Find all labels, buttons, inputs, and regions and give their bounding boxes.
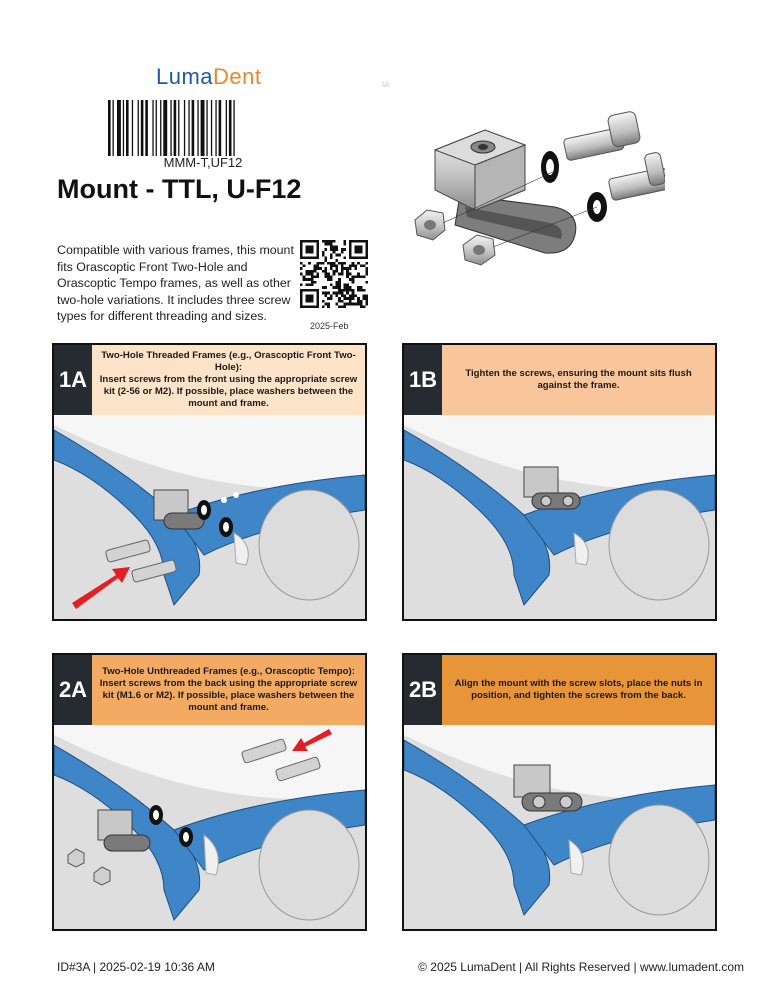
- step-id: 1B: [404, 345, 442, 415]
- step-text: Insert screws from the front using the appropriate screw kit (2-56 or M2). If possible, place washers between the mount and frame.: [99, 374, 358, 409]
- footer-copyright: © 2025 LumaDent | All Rights Reserved | www.lumadent.com: [418, 960, 744, 974]
- logo-dent: Dent: [213, 64, 262, 89]
- barcode: [108, 100, 298, 156]
- publish-date: 2025-Feb: [310, 321, 349, 331]
- footer-document-id: ID#3A | 2025-02-19 10:36 AM: [57, 960, 215, 974]
- step-1b-panel: [402, 343, 717, 621]
- step-instruction: [98, 659, 359, 721]
- mount-exploded-illustration: [405, 95, 665, 295]
- product-description: Compatible with various frames, this mount fits Orascoptic Front Two-Hole and Orascoptic Tempo frames, as well as other two-hole variations. It includes three screw types for different threading and sizes.: [57, 243, 294, 323]
- step-2a-illustration: [54, 725, 365, 931]
- step-title: Two-Hole Unthreaded Frames (e.g., Orascoptic Tempo):: [102, 666, 355, 677]
- step-2b-illustration: [404, 725, 715, 931]
- qr-code: [300, 240, 368, 308]
- lumadent-logo: [156, 64, 262, 90]
- step-text: Align the mount with the screw slots, place the nuts in position, and tighten the screws from the back.: [454, 678, 703, 701]
- step-1b-illustration: [404, 415, 715, 621]
- step-2b-panel: [402, 653, 717, 931]
- step-1a-illustration: [54, 415, 365, 621]
- faint-mark: 3A: [381, 82, 390, 89]
- step-instruction: [448, 349, 709, 411]
- barcode-text: MMM-T,UF12: [163, 155, 243, 170]
- step-text: Insert screws from the back using the appropriate screw kit (M1.6 or M2). If possible, place washers between the mount and frame.: [99, 678, 358, 713]
- step-2a-panel: [52, 653, 367, 931]
- step-instruction: [448, 659, 709, 721]
- step-id: 2A: [54, 655, 92, 725]
- step-id: 1A: [54, 345, 92, 415]
- step-id: 2B: [404, 655, 442, 725]
- step-1a-panel: [52, 343, 367, 621]
- logo-luma: Luma: [156, 64, 214, 89]
- step-title: Two-Hole Threaded Frames (e.g., Orascoptic Front Two-Hole):: [101, 350, 356, 373]
- page-title: Mount - TTL, U-F12: [57, 174, 302, 204]
- step-instruction: [98, 349, 359, 411]
- step-text: Tighten the screws, ensuring the mount sits flush against the frame.: [465, 368, 692, 391]
